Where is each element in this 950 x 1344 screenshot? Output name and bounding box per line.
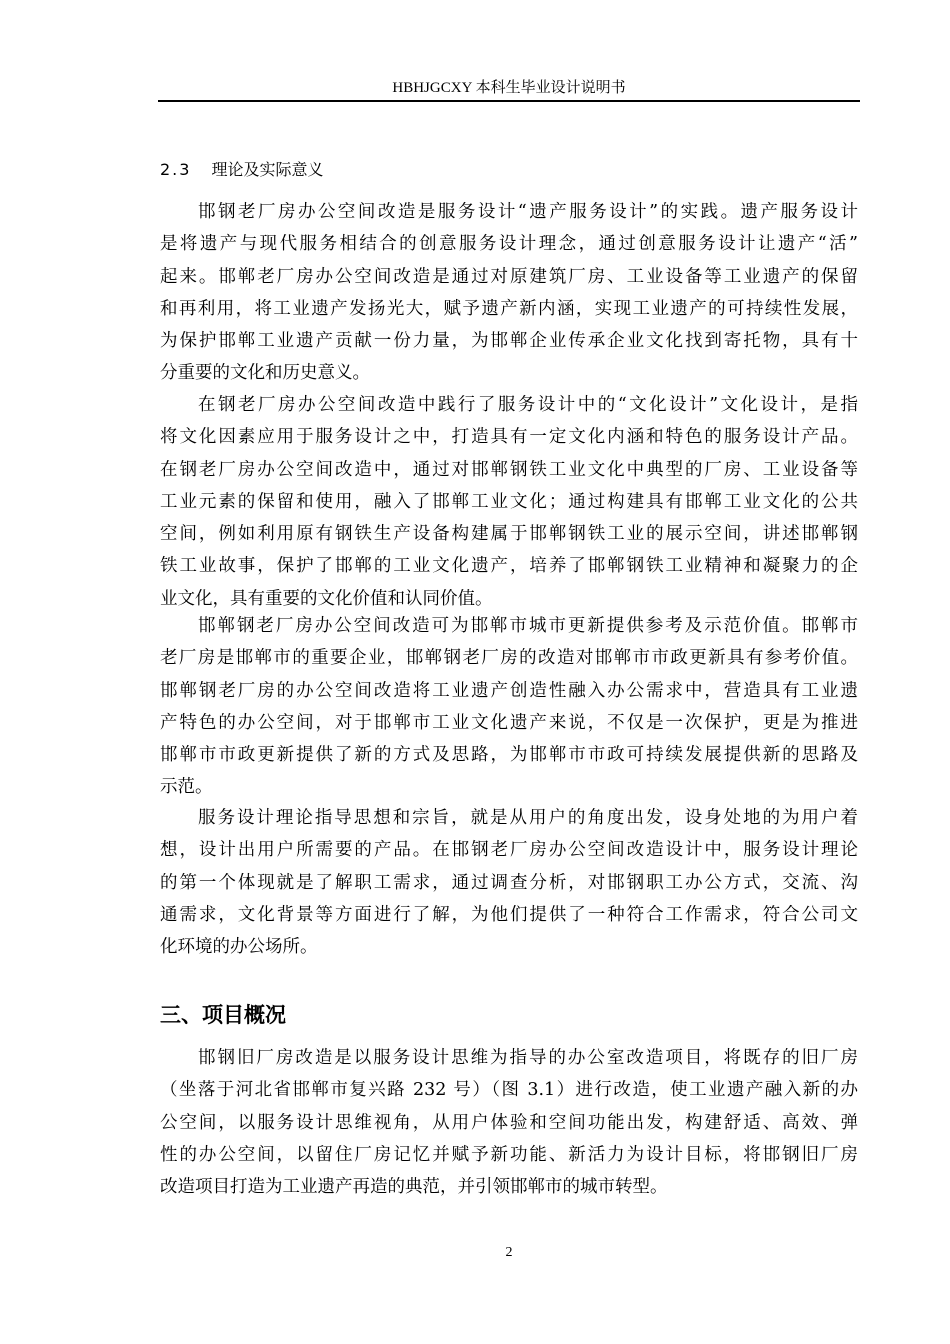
text-line: 通需求，文化背景等方面进行了解，为他们提供了一种符合工作需求，符合公司文 [160, 904, 858, 925]
section-heading-2-3 [160, 158, 323, 182]
text-line: 邯郸市市政更新提供了新的方式及思路，为邯郸市市政可持续发展提供新的思路及 [160, 745, 858, 766]
chapter-heading: 三、项目概况 [160, 1003, 286, 1027]
text-line: 空间，例如利用原有钢铁生产设备构建属于邯郸钢铁工业的展示空间，讲述邯郸钢 [160, 524, 858, 545]
paragraph [160, 802, 858, 963]
page-number: 2 [505, 1245, 513, 1260]
text-line: 示范。 [160, 777, 213, 798]
running-header: HBHJGCXY 本科生毕业设计说明书 [392, 80, 626, 96]
text-line: 和再利用，将工业遗产发扬光大，赋予遗产新内涵，实现工业遗产的可持续性发展， [160, 298, 858, 319]
header-rule [158, 100, 860, 102]
text-line: 想，设计出用户所需要的产品。在邯钢老厂房办公空间改造设计中，服务设计理论 [160, 840, 858, 861]
text-line: 公空间，以服务设计思维视角，从用户体验和空间功能出发，构建舒适、高效、弹 [160, 1112, 858, 1133]
text-line: 在钢老厂房办公空间改造中践行了服务设计中的“文化设计”文化设计，是指 [198, 395, 858, 415]
paragraph [160, 610, 858, 804]
text-line: 老厂房是邯郸市的重要企业，邯郸钢老厂房的改造对邯郸市市政更新具有参考价值。 [160, 648, 858, 669]
text-line: 邯钢老厂房办公空间改造是服务设计“遗产服务设计”的实践。遗产服务设计 [198, 202, 858, 222]
text-line: 产特色的办公空间，对于邯郸市工业文化遗产来说，不仅是一次保护，更是为推进 [160, 712, 858, 733]
paragraph [160, 1042, 858, 1203]
text-line: 起来。邯郸老厂房办公空间改造是通过对原建筑厂房、工业设备等工业遗产的保留 [160, 266, 858, 287]
text-line: 邯郸钢老厂房办公空间改造可为邯郸市城市更新提供参考及示范价值。邯郸市 [198, 616, 858, 636]
text-line: 铁工业故事，保护了邯郸的工业文化遗产，培养了邯郸钢铁工业精神和凝聚力的企 [160, 556, 858, 577]
text-line: 业文化，具有重要的文化价值和认同价值。 [160, 588, 493, 609]
text-line: 将文化因素应用于服务设计之中，打造具有一定文化内涵和特色的服务设计产品。 [160, 427, 858, 448]
text-line: 分重要的文化和历史意义。 [160, 363, 370, 384]
text-line: 在钢老厂房办公空间改造中，通过对邯郸钢铁工业文化中典型的厂房、工业设备等 [160, 459, 858, 480]
section-title: 理论及实际意义 [211, 160, 324, 179]
text-line: 改造项目打造为工业遗产再造的典范，并引领邯郸市的城市转型。 [160, 1177, 668, 1198]
text-line: 性的办公空间，以留住厂房记忆并赋予新功能、新活力为设计目标，将邯钢旧厂房 [160, 1144, 858, 1165]
text-line: 为保护邯郸工业遗产贡献一份力量，为邯郸企业传承企业文化找到寄托物，具有十 [160, 331, 858, 352]
text-line: （坐落于河北省邯郸市复兴路 232 号）（图 3.1）进行改造，使工业遗产融入新的办 [160, 1080, 858, 1101]
text-line: 是将遗产与现代服务相结合的创意服务设计理念，通过创意服务设计让遗产“活” [160, 234, 858, 255]
section-number: 2.3 [160, 160, 192, 179]
text-line: 邯郸钢老厂房的办公空间改造将工业遗产创造性融入办公需求中，营造具有工业遗 [160, 680, 858, 701]
text-line: 的第一个体现就是了解职工需求，通过调查分析，对邯钢职工办公方式，交流、沟 [160, 872, 858, 893]
text-line: 工业元素的保留和使用，融入了邯郸工业文化；通过构建具有邯郸工业文化的公共 [160, 491, 858, 512]
text-line: 服务设计理论指导思想和宗旨，就是从用户的角度出发，设身处地的为用户着 [198, 808, 858, 828]
paragraph [160, 389, 858, 615]
text-line: 邯钢旧厂房改造是以服务设计思维为指导的办公室改造项目，将既存的旧厂房 [198, 1048, 858, 1068]
text-line: 化环境的办公场所。 [160, 937, 318, 958]
paragraph [160, 196, 858, 390]
